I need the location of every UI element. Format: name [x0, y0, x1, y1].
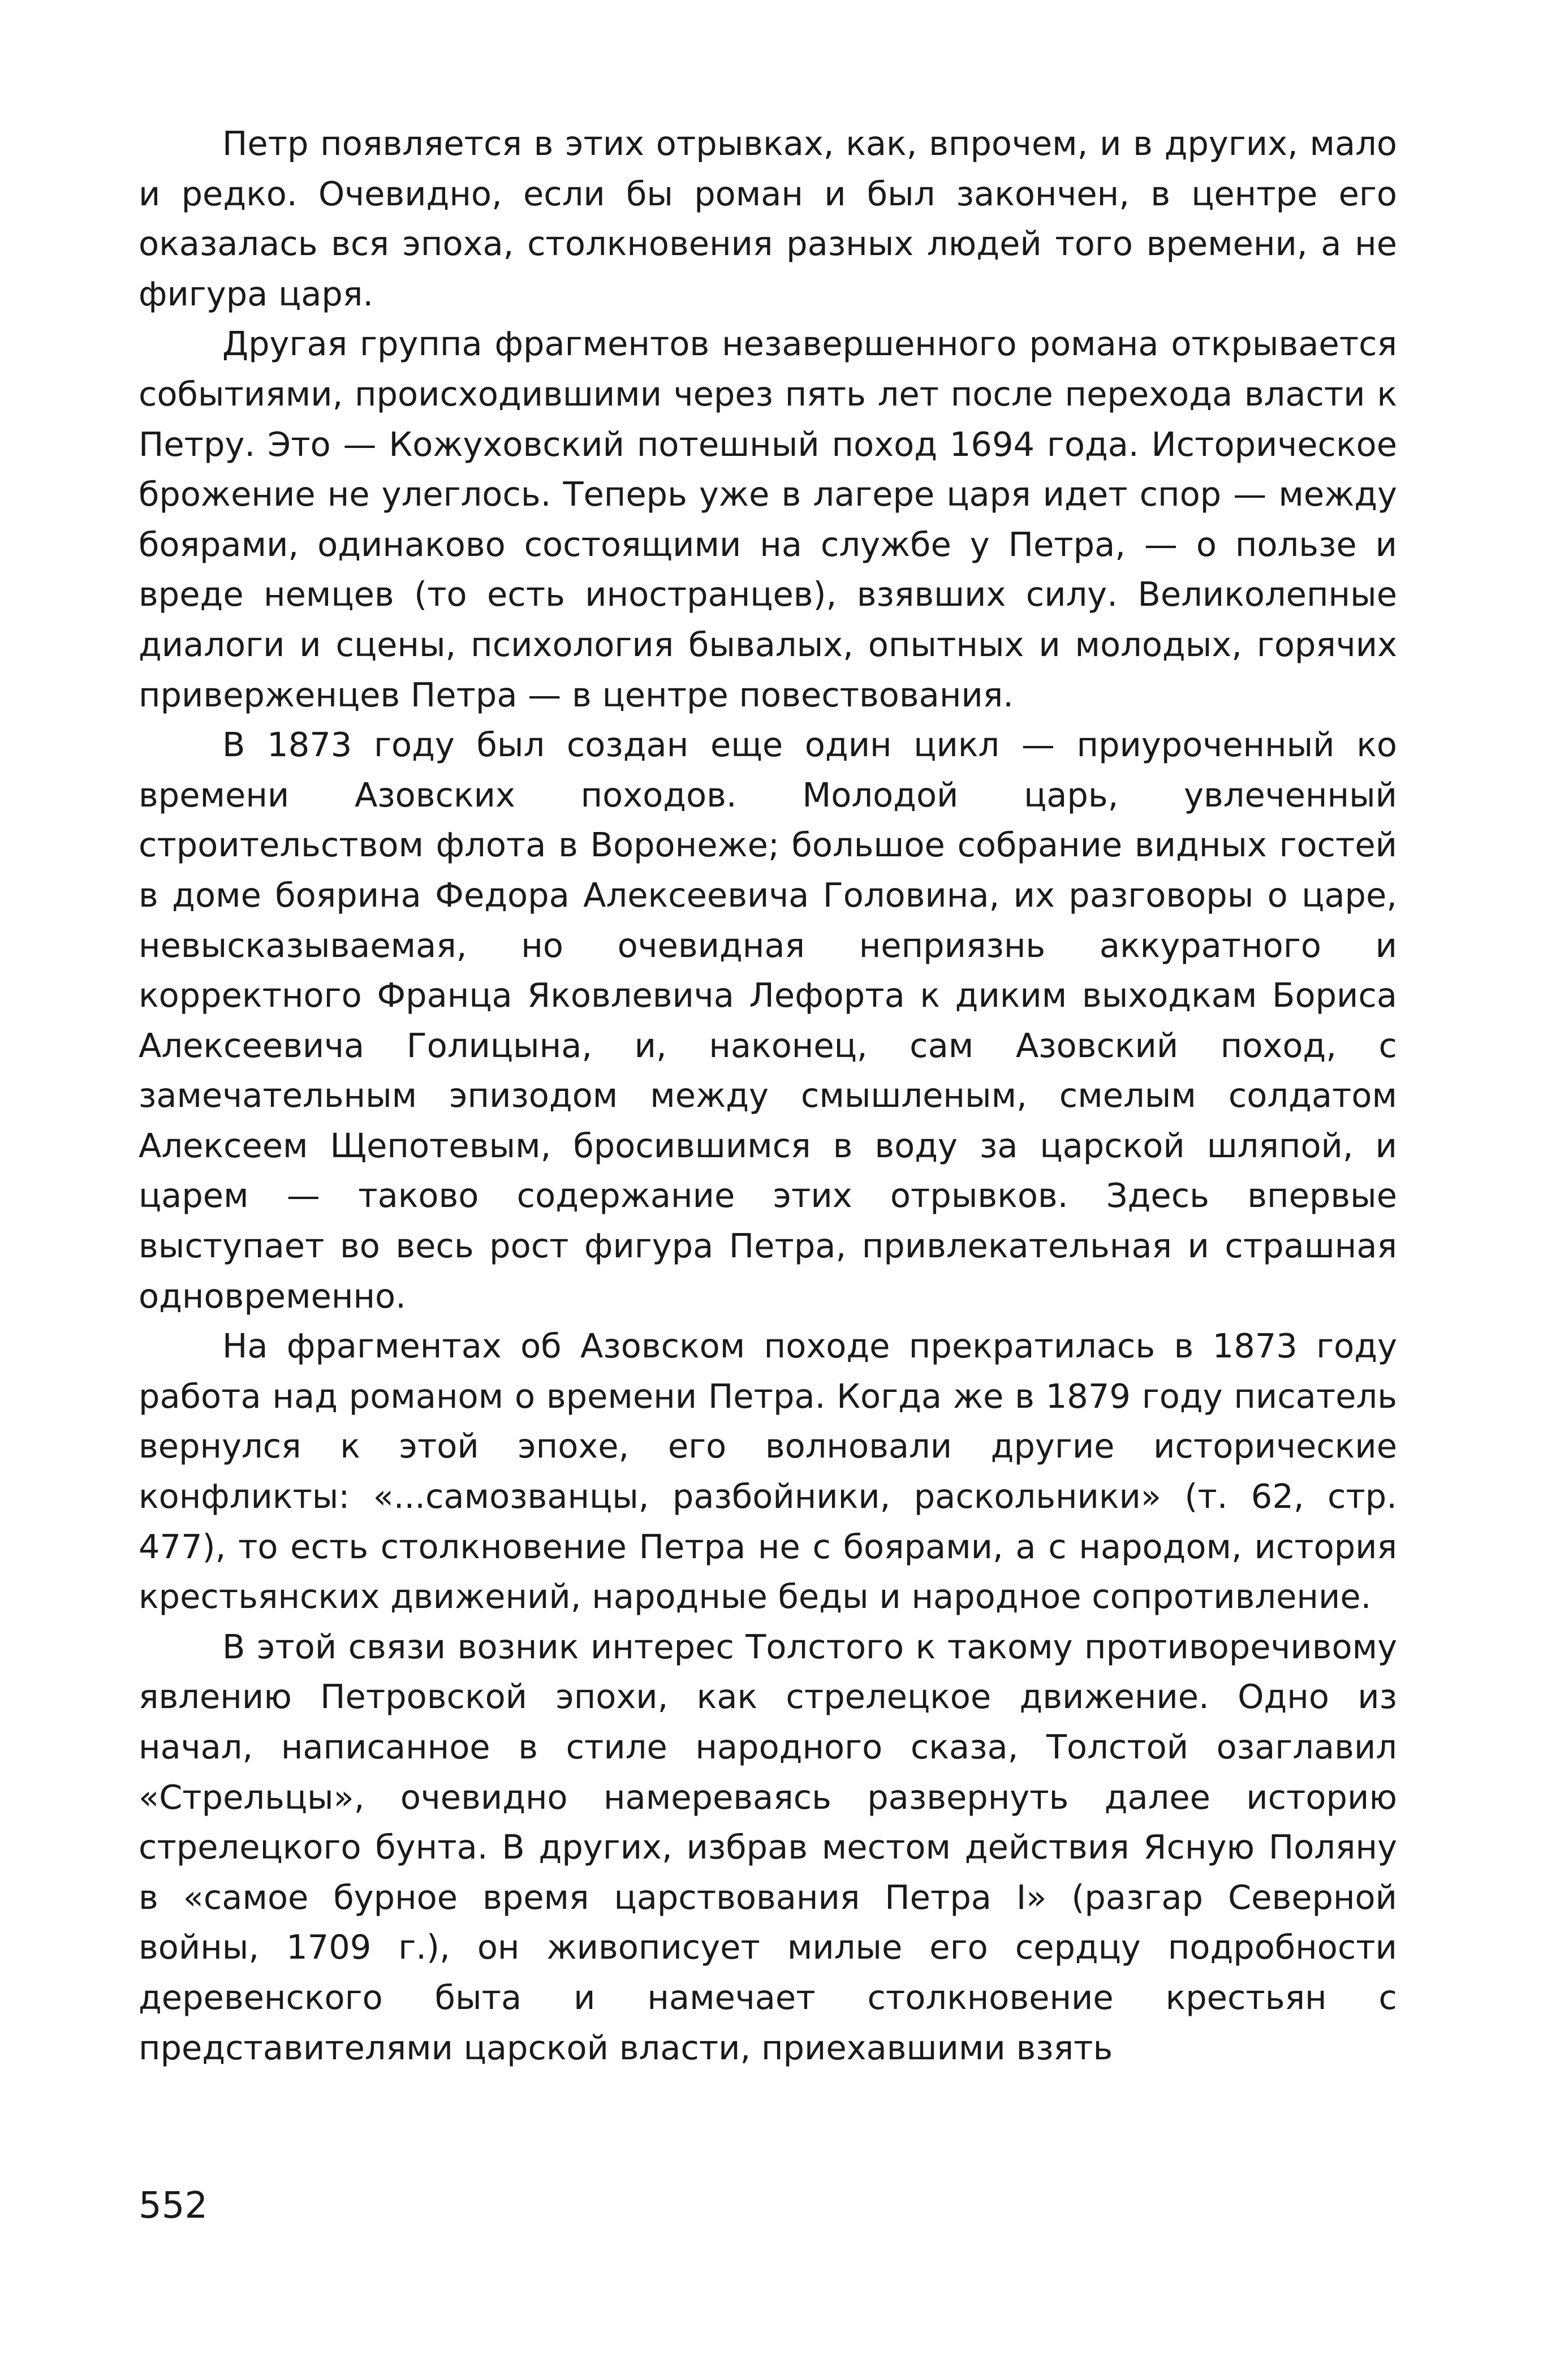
paragraph-1: Петр появляется в этих отрывках, как, впрочем, и в других, мало и редко. Очевидно, если бы роман и был закончен, в центре его оказалась вся эпоха, столкновения разных людей того времени, а не фигура царя. [139, 124, 1397, 313]
paragraph-4: На фрагментах об Азовском походе прекратилась в 1873 году работа над романом о времени Петра. Когда же в 1879 году писатель вернулся к этой эпохе, его волновали другие исторические конфликты: «...самозванцы, разбойники, раскольники» (т. 62, стр. 477), то есть столкновение Петра не с боярами, а с народом, история крестьянских движений, народные беды и народное сопротивление. [139, 1326, 1397, 1616]
paragraph-2: Другая группа фрагментов незавершенного романа открывается событиями, происходившими через пять лет после перехода власти к Петру. Это — Кожуховский потешный поход 1694 года. Историческое брожение не улеглось. Теперь уже в лагере царя идет спор — между боярами, одинаково состоящими на службе у Петра, — о пользе и вреде немцев (то есть иностранцев), взявших силу. Великолепные диалоги и сцены, психология бывалых, опытных и молодых, горячих приверженцев Петра — в центре повествования. [139, 324, 1397, 714]
page-number: 552 [139, 2185, 208, 2227]
paragraph-5: В этой связи возник интерес Толстого к такому противоречивому явлению Петровской эпохи, как стрелецкое движение. Одно из начал, написанное в стиле народного сказа, Толстой озаглавил «Стрельцы», очевидно намереваясь развернуть далее историю стрелецкого бунта. В других, избрав местом действия Ясную Поляну в «самое бурное время царствования Петра I» (разгар Северной войны, 1709 г.), он живописует милые его сердцу подробности деревенского быта и намечает столкновение крестьян с представителями царской власти, приехавшими взять [139, 1627, 1397, 2067]
body-text [139, 119, 1397, 2073]
paragraph-3: В 1873 году был создан еще один цикл — приуроченный ко времени Азовских походов. Молодой царь, увлеченный строительством флота в Воронеже; большое собрание видных гостей в доме боярина Федора Алексеевича Головина, их разговоры о царе, невысказываемая, но очевидная неприязнь аккуратного и корректного Франца Яковлевича Лефорта к диким выходкам Бориса Алексеевича Голицына, и, наконец, сам Азовский поход, с замечательным эпизодом между смышленым, смелым солдатом Алексеем Щепотевым, бросившимся в воду за царской шляпой, и царем — таково содержание этих отрывков. Здесь впервые выступает во весь рост фигура Петра, привлекательная и страшная одновременно. [139, 725, 1397, 1316]
